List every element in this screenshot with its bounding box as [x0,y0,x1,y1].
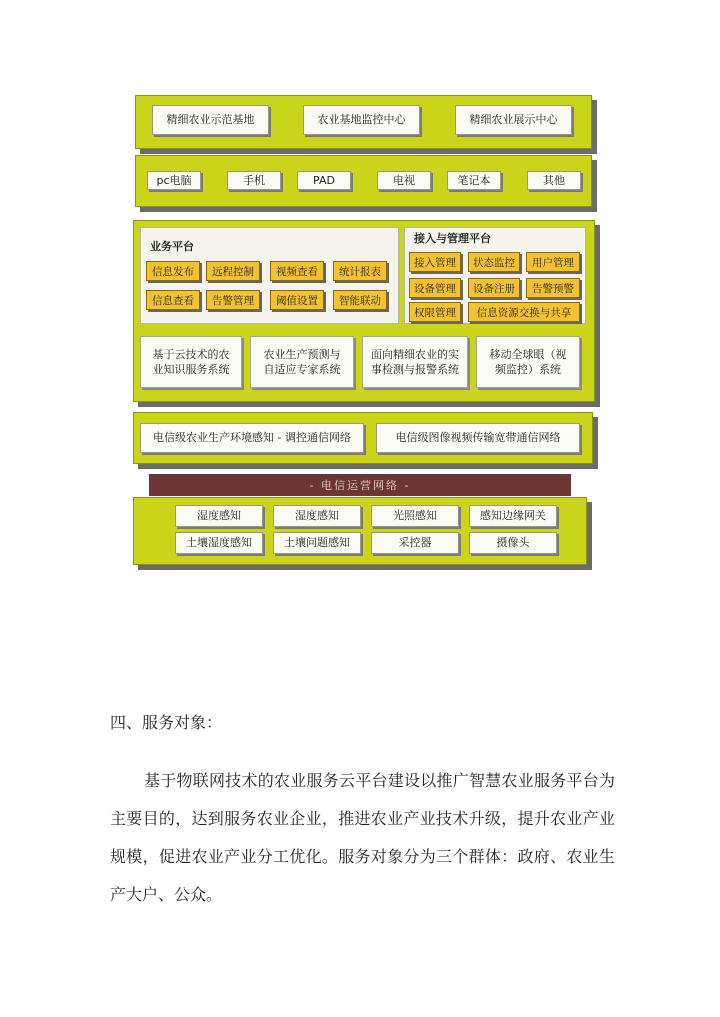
network-video-broadband: 电信级图像视频传输宽带通信网络 [376,423,580,453]
terminal-other: 其他 [527,171,581,190]
terminal-phone: 手机 [227,171,281,190]
biz-item: 信息发布 [146,261,200,281]
system-video-surveillance: 移动全球眼（视 频监控）系统 [476,336,580,388]
sensor-item: 土壤问题感知 [273,532,361,554]
access-item: 设备管理 [409,278,461,298]
sensor-item: 土壤湿度感知 [175,532,263,554]
system-realtime-alarm: 面向精细农业的实 事检测与报警系统 [362,336,468,388]
access-item: 信息资源交换与共享 [468,302,580,322]
access-item: 告警预警 [526,278,580,298]
business-platform-title: 业务平台 [150,240,194,253]
network-environment: 电信级农业生产环境感知 - 调控通信网络 [140,423,364,453]
access-item: 用户管理 [526,252,580,272]
telecom-network-bar: - 电信运营网络 - [149,474,571,496]
sensor-item: 摄像头 [469,532,557,554]
system-expert-prediction: 农业生产预测与 自适应专家系统 [250,336,354,388]
terminal-pad: PAD [297,171,351,190]
access-platform-title: 接入与管理平台 [414,232,491,245]
site-demo-base: 精细农业示范基地 [152,105,269,135]
terminal-pc: pc电脑 [147,171,201,190]
sensor-item: 湿度感知 [175,505,263,527]
biz-item: 远程控制 [206,261,260,281]
section-paragraph: 基于物联网技术的农业服务云平台建设以推广智慧农业服务平台为主要目的，达到服务农业企业，推进农业产业技术升级，提升农业产业规模，促进农业产业分工优化。服务对象分为三个群体：政府、农业生产大户、公众。 [110,771,615,904]
access-item: 接入管理 [409,252,461,272]
access-item: 设备注册 [468,278,520,298]
site-monitor-center: 农业基地监控中心 [303,105,420,135]
biz-item: 视频查看 [270,261,324,281]
sensor-item: 光照感知 [371,505,459,527]
sensor-item: 湿度感知 [273,505,361,527]
access-item: 状态监控 [468,252,520,272]
system-knowledge-service: 基于云技术的农 业知识服务系统 [140,336,242,388]
terminal-notebook: 笔记本 [447,171,501,190]
site-display-center: 精细农业展示中心 [455,105,572,135]
terminal-tv: 电视 [377,171,431,190]
biz-item: 信息查看 [146,290,200,310]
biz-item: 智能联动 [333,290,387,310]
terminal-layer [135,155,592,207]
biz-item: 统计报表 [333,261,387,281]
sensor-item: 感知边缘网关 [469,505,557,527]
biz-item: 阈值设置 [270,290,324,310]
access-item: 权限管理 [409,302,461,322]
section-heading: 四、服务对象： [110,713,223,732]
biz-item: 告警管理 [206,290,260,310]
sensor-item: 采控器 [371,532,459,554]
